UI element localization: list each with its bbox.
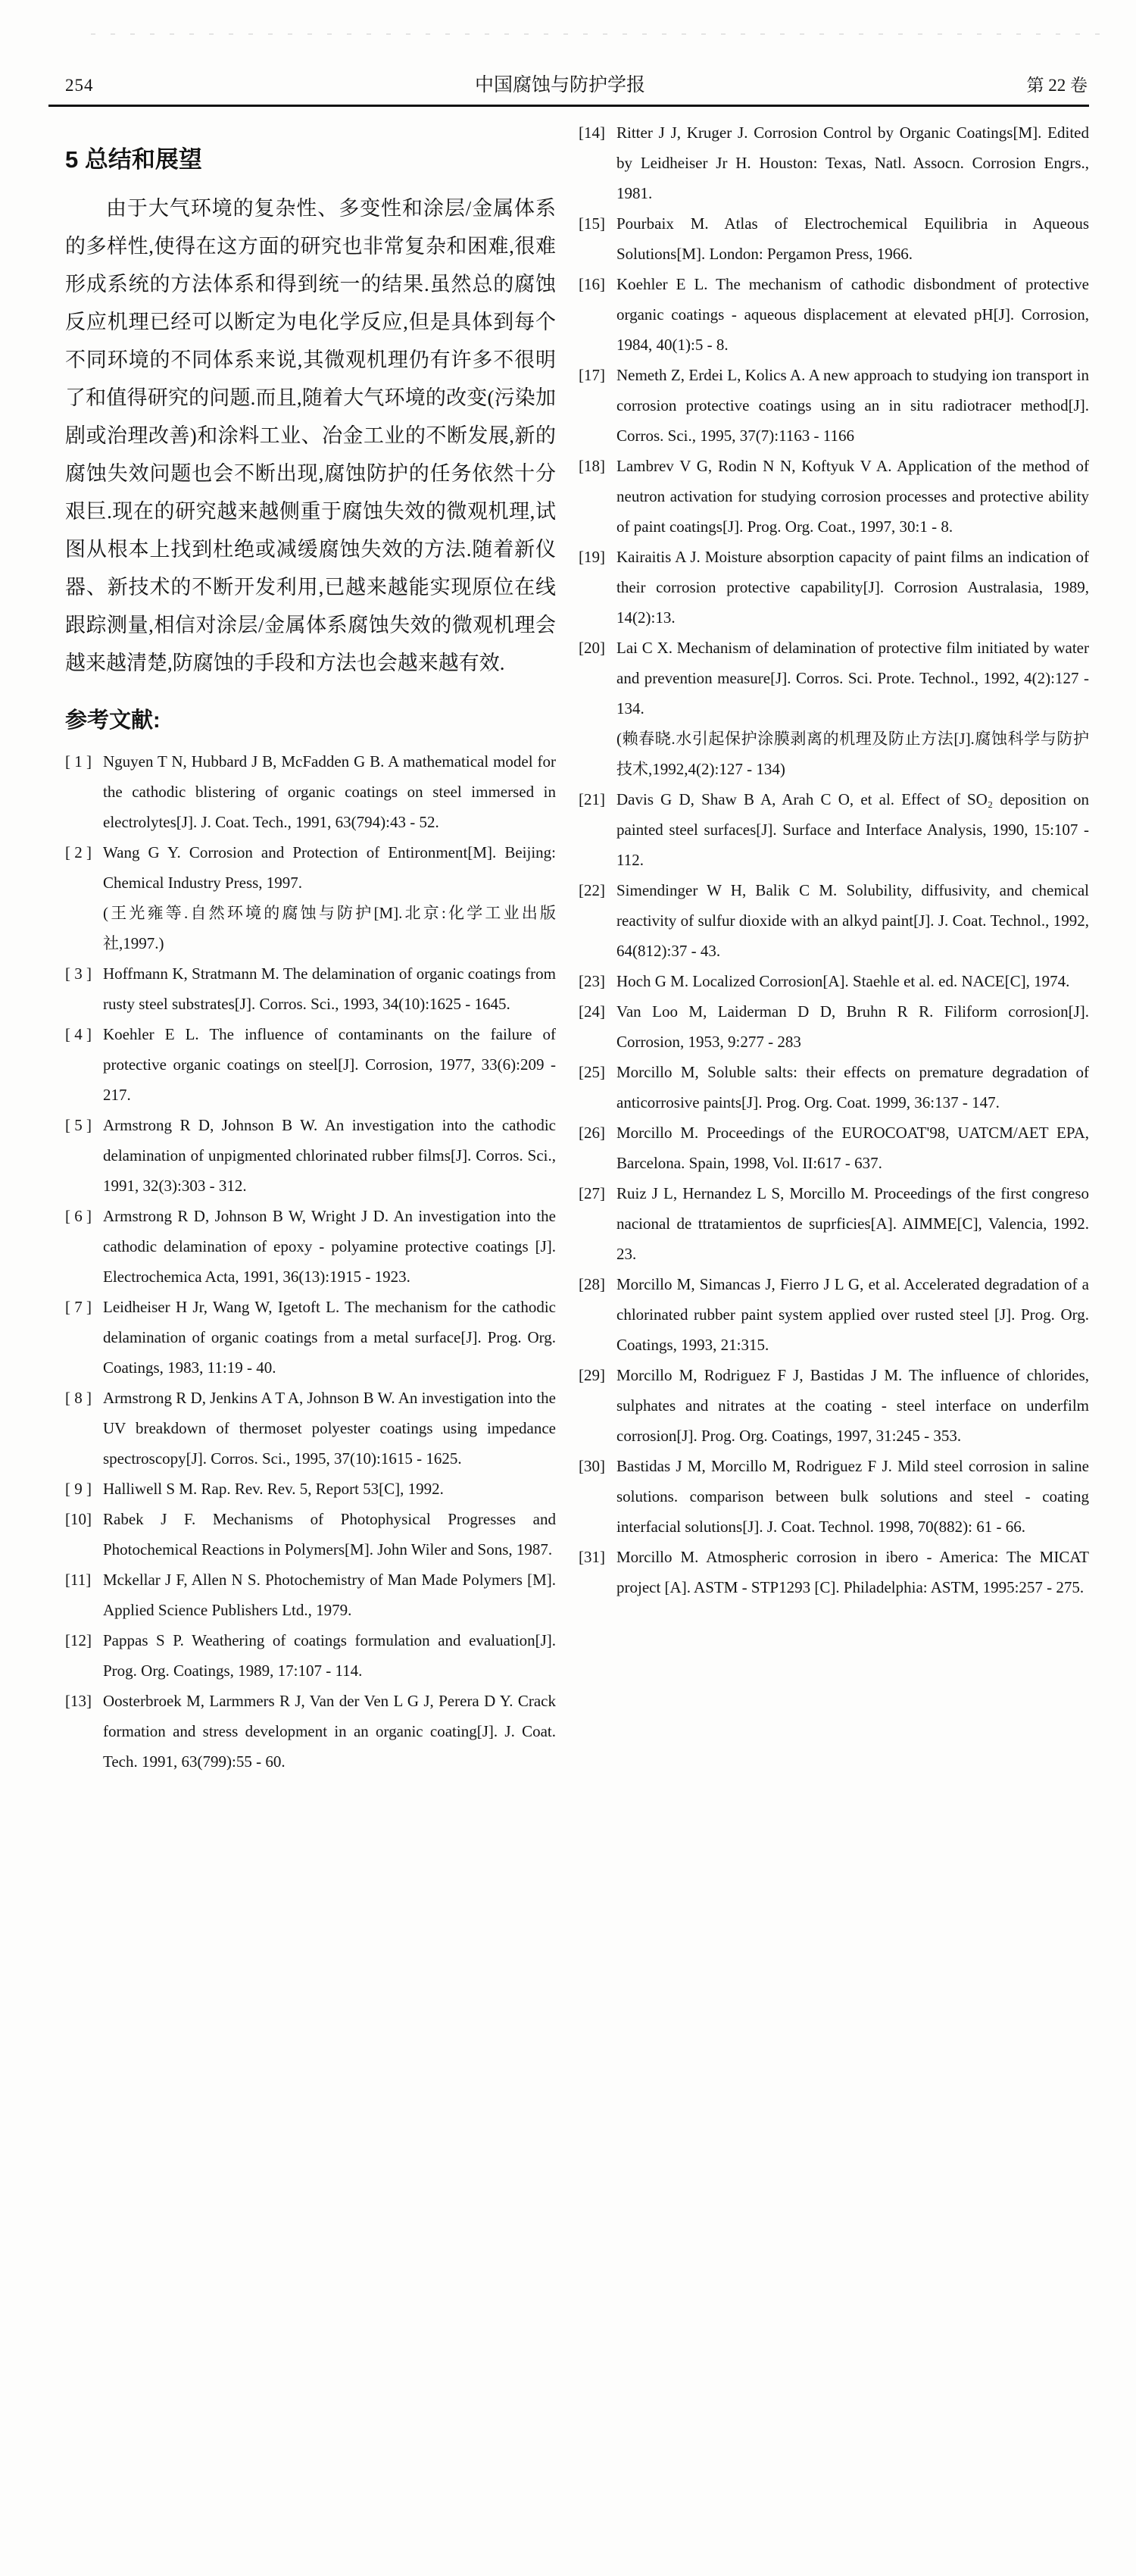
reference-number: [20] [579, 639, 605, 657]
reference-item [65, 1019, 556, 1110]
reference-text: Morcillo M, Soluble salts: their effects on premature degradation of anticorrosive paints[J]. Prog. Org. Coat. 1999, 36:137 - 147. [616, 1063, 1089, 1111]
reference-item [65, 837, 556, 958]
reference-text: Lambrev V G, Rodin N N, Koftyuk V A. Application of the method of neutron activation for studying corrosion processes and protective ability of paint coatings[J]. Prog. Org. Coat., 1997, 30:1 - 8. [616, 457, 1089, 536]
references-heading: 参考文献: [65, 708, 161, 733]
reference-item [579, 542, 1089, 633]
reference-number: [ 1 ] [65, 752, 92, 771]
reference-text: Armstrong R D, Johnson B W. An investigation into the cathodic delamination of unpigmented chlorinated rubber films[J]. Corros. Sci., 1991, 32(3):303 - 312. [103, 1116, 556, 1195]
reference-text: Halliwell S M. Rap. Rev. Rev. 5, Report 53[C], 1992. [103, 1480, 444, 1498]
reference-text: Armstrong R D, Johnson B W, Wright J D. An investigation into the cathodic delamination of epoxy - polyamine protective coatings [J]. Electrochemica Acta, 1991, 36(13):1915 - 1923. [103, 1207, 556, 1286]
reference-item [579, 966, 1089, 996]
reference-number: [ 5 ] [65, 1116, 92, 1134]
reference-text: Davis G D, Shaw B A, Arah C O, et al. Effect of SO₂ deposition on painted steel surfaces[J]. Surface and Interface Analysis, 1990, 15:107 - 112. [616, 790, 1089, 869]
reference-item [579, 208, 1089, 269]
reference-number: [ 2 ] [65, 843, 92, 861]
reference-number: [16] [579, 275, 605, 293]
reference-item [65, 1110, 556, 1201]
reference-text: Oosterbroek M, Larmmers R J, Van der Ven L G J, Perera D Y. Crack formation and stress development in an organic coating[J]. J. Coat. Tech. 1991, 63(799):55 - 60. [103, 1692, 556, 1771]
reference-list-left [65, 746, 556, 1777]
two-column-body [0, 107, 1136, 1777]
reference-item [65, 958, 556, 1019]
reference-number: [22] [579, 881, 605, 899]
reference-text: Hoch G M. Localized Corrosion[A]. Staehle et al. ed. NACE[C], 1974. [616, 972, 1070, 990]
reference-text: Van Loo M, Laiderman D D, Bruhn R R. Filiform corrosion[J]. Corrosion, 1953, 9:277 - 283 [616, 1002, 1089, 1051]
reference-text: Lai C X. Mechanism of delamination of protective film initiated by water and prevention measure[J]. Corros. Sci. Prote. Technol., 1992, 4(2):127 - 134. [616, 639, 1089, 717]
reference-text: Pappas S P. Weathering of coatings formulation and evaluation[J]. Prog. Org. Coatings, 1989, 17:107 - 114. [103, 1631, 556, 1680]
journal-title: 中国腐蚀与防护学报 [474, 75, 645, 95]
reference-number: [31] [579, 1548, 605, 1566]
reference-number: [ 7 ] [65, 1298, 92, 1316]
reference-number: [13] [65, 1692, 92, 1710]
reference-number: [10] [65, 1510, 92, 1528]
reference-text: Wang G Y. Corrosion and Protection of Entironment[M]. Beijing: Chemical Industry Press, 1997. [103, 843, 556, 892]
reference-item [579, 784, 1089, 875]
reference-text: Simendinger W H, Balik C M. Solubility, diffusivity, and chemical reactivity of sulfur dioxide with an alkyd paint[J]. J. Coat. Technol., 1992, 64(812):37 - 43. [616, 881, 1089, 960]
reference-text: Ruiz J L, Hernandez L S, Morcillo M. Proceedings of the first congreso nacional de ttratamientos de suprficies[A]. AIMME[C], Valencia, 1992. 23. [616, 1184, 1089, 1263]
reference-item [65, 1565, 556, 1625]
reference-text: Leidheiser H Jr, Wang W, Igetoft L. The mechanism for the cathodic delamination of organic coatings from a metal surface[J]. Prog. Org. Coatings, 1983, 11:19 - 40. [103, 1298, 556, 1377]
reference-text: Morcillo M. Proceedings of the EUROCOAT'98, UATCM/AET EPA, Barcelona. Spain, 1998, Vol. II:617 - 637. [616, 1124, 1089, 1172]
reference-translation-note: (赖春晓.水引起保护涂膜剥离的机理及防止方法[J].腐蚀科学与防护技术,1992,4(2):127 - 134) [616, 730, 1089, 778]
reference-number: [18] [579, 457, 605, 475]
reference-text: Ritter J J, Kruger J. Corrosion Control by Organic Coatings[M]. Edited by Leidheiser Jr H. Houston: Texas, Natl. Assocn. Corrosion Engrs., 1981. [616, 123, 1089, 202]
reference-item [579, 1178, 1089, 1269]
page-header [0, 0, 1136, 102]
reference-item [579, 1542, 1089, 1602]
reference-number: [25] [579, 1063, 605, 1081]
reference-item [579, 1057, 1089, 1118]
reference-number: [23] [579, 972, 605, 990]
reference-number: [ 6 ] [65, 1207, 92, 1225]
reference-item [65, 1383, 556, 1474]
reference-item [579, 996, 1089, 1057]
reference-number: [ 3 ] [65, 964, 92, 983]
reference-number: [28] [579, 1275, 605, 1293]
reference-item [579, 451, 1089, 542]
reference-number: [27] [579, 1184, 605, 1202]
reference-number: [19] [579, 548, 605, 566]
page-number: 254 [65, 76, 94, 95]
reference-text: Armstrong R D, Jenkins A T A, Johnson B W. An investigation into the UV breakdown of thermoset polyester coatings using impedance spectroscopy[J]. Corros. Sci., 1995, 37(10):1615 - 1625. [103, 1389, 556, 1468]
reference-text: Nguyen T N, Hubbard J B, McFadden G B. A mathematical model for the cathodic blistering of organic coatings on steel immersed in electrolytes[J]. J. Coat. Tech., 1991, 63(794):43 - 52. [103, 752, 556, 831]
volume-label: 第 22 卷 [1026, 76, 1088, 95]
right-column [579, 107, 1089, 1777]
reference-item [579, 633, 1089, 784]
reference-number: [ 9 ] [65, 1480, 92, 1498]
reference-number: [21] [579, 790, 605, 808]
reference-text: Hoffmann K, Stratmann M. The delamination of organic coatings from rusty steel substrates[J]. Corros. Sci., 1993, 34(10):1625 - 1645. [103, 964, 556, 1013]
reference-number: [26] [579, 1124, 605, 1142]
reference-item [65, 746, 556, 837]
reference-item [65, 1625, 556, 1686]
reference-text: Nemeth Z, Erdei L, Kolics A. A new approach to studying ion transport in corrosion protective coatings using an in situ radiotracer method[J]. Corros. Sci., 1995, 37(7):1163 - 1166 [616, 366, 1089, 445]
scan-artifact [91, 33, 1106, 35]
reference-text: Pourbaix M. Atlas of Electrochemical Equilibria in Aqueous Solutions[M]. London: Pergamon Press, 1966. [616, 214, 1089, 263]
reference-text: Rabek J F. Mechanisms of Photophysical Progresses and Photochemical Reactions in Polymers[M]. John Wiler and Sons, 1987. [103, 1510, 556, 1558]
reference-item [579, 1451, 1089, 1542]
reference-number: [ 4 ] [65, 1025, 92, 1043]
reference-item [65, 1686, 556, 1777]
left-column [65, 107, 556, 1777]
reference-item [65, 1504, 556, 1565]
reference-number: [29] [579, 1366, 605, 1384]
reference-item [579, 1118, 1089, 1178]
reference-item [579, 1269, 1089, 1360]
reference-number: [24] [579, 1002, 605, 1021]
reference-item [579, 360, 1089, 451]
reference-text: Morcillo M. Atmospheric corrosion in ibero - America: The MICAT project [A]. ASTM - STP1293 [C]. Philadelphia: ASTM, 1995:257 - 275. [616, 1548, 1089, 1596]
reference-number: [14] [579, 123, 605, 142]
reference-number: [ 8 ] [65, 1389, 92, 1407]
reference-text: Mckellar J F, Allen N S. Photochemistry of Man Made Polymers [M]. Applied Science Publishers Ltd., 1979. [103, 1571, 556, 1619]
reference-number: [15] [579, 214, 605, 233]
section-heading: 5 总结和展望 [65, 146, 202, 173]
reference-text: Morcillo M, Simancas J, Fierro J L G, et al. Accelerated degradation of a chlorinated rubber paint system applied over rusted steel [J]. Prog. Org. Coatings, 1993, 21:315. [616, 1275, 1089, 1354]
reference-item [579, 1360, 1089, 1451]
reference-item [579, 117, 1089, 208]
reference-number: [11] [65, 1571, 92, 1589]
reference-list-right [579, 117, 1089, 1602]
reference-text: Morcillo M, Rodriguez F J, Bastidas J M. The influence of chlorides, sulphates and nitrates at the coating - steel interface on underfilm corrosion[J]. Prog. Org. Coatings, 1997, 31:245 - 353. [616, 1366, 1089, 1445]
reference-item [65, 1201, 556, 1292]
reference-item [579, 875, 1089, 966]
summary-paragraph: 由于大气环境的复杂性、多变性和涂层/金属体系的多样性,使得在这方面的研究也非常复杂和困难,很难形成系统的方法体系和得到统一的结果.虽然总的腐蚀反应机理已经可以断定为电化学反应,但是具体到每个不同环境的不同体系来说,其微观机理仍有许多不很明了和值得研究的问题.而且,随着大气环境的改变(污染加剧或治理改善)和涂料工业、冶金工业的不断发展,新的腐蚀失效问题也会不断出现,腐蚀防护的任务依然十分艰巨.现在的研究越来越侧重于腐蚀失效的微观机理,试图从根本上找到杜绝或减缓腐蚀失效的方法.随着新仪器、新技术的不断开发利用,已越来越能实现原位在线跟踪测量,相信对涂层/金属体系腐蚀失效的微观机理会越来越清楚,防腐蚀的手段和方法也会越来越有效. [65, 197, 556, 674]
reference-item [579, 269, 1089, 360]
reference-text: Bastidas J M, Morcillo M, Rodriguez F J. Mild steel corrosion in saline solutions. comparison between bulk solutions and steel - coating interfacial solutions[J]. J. Coat. Technol. 1998, 70(882): 61 - 66. [616, 1457, 1089, 1536]
reference-item [65, 1474, 556, 1504]
reference-translation-note: (王光雍等.自然环境的腐蚀与防护[M].北京:化学工业出版社,1997.) [103, 904, 556, 952]
reference-text: Kairaitis A J. Moisture absorption capacity of paint films an indication of their corrosion protective capability[J]. Corrosion Australasia, 1989, 14(2):13. [616, 548, 1089, 627]
reference-text: Koehler E L. The influence of contaminants on the failure of protective organic coatings on steel[J]. Corrosion, 1977, 33(6):209 - 217. [103, 1025, 556, 1104]
reference-number: [12] [65, 1631, 92, 1649]
reference-number: [17] [579, 366, 605, 384]
reference-item [65, 1292, 556, 1383]
reference-number: [30] [579, 1457, 605, 1475]
reference-text: Koehler E L. The mechanism of cathodic disbondment of protective organic coatings - aqueous displacement at elevated pH[J]. Corrosion, 1984, 40(1):5 - 8. [616, 275, 1089, 354]
